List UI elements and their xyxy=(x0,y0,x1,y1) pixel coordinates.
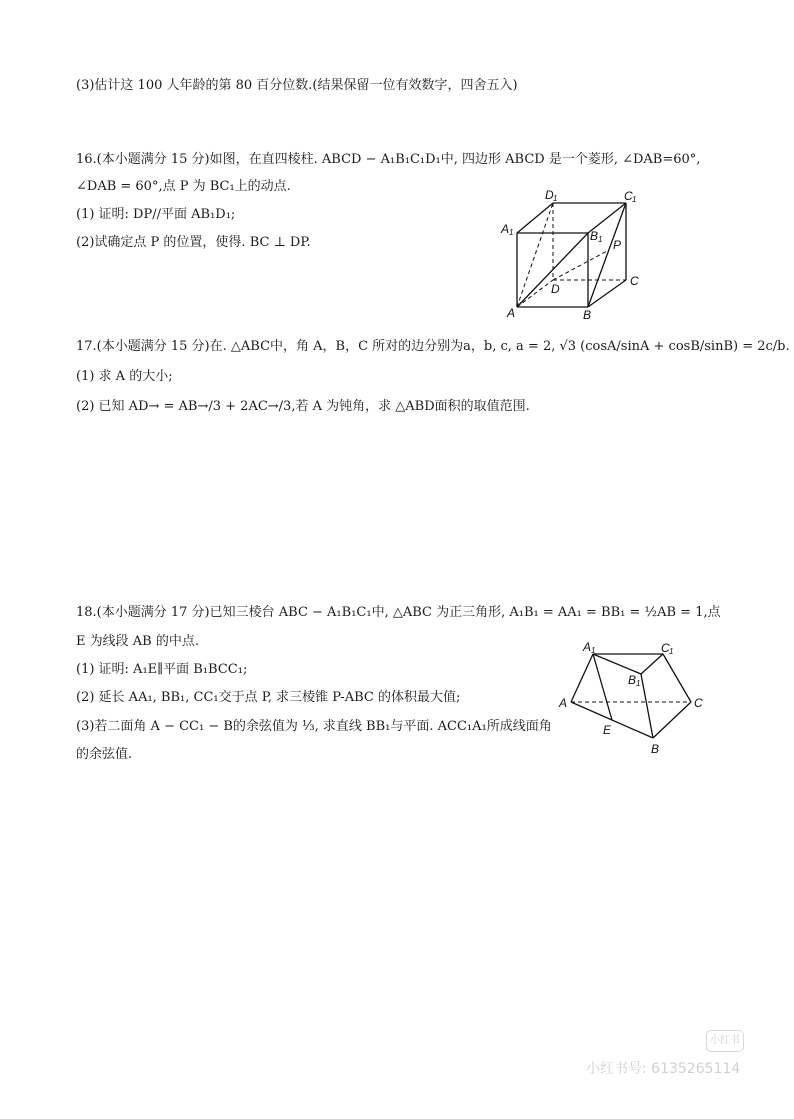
prism-figure xyxy=(495,185,655,325)
svg-text:1: 1 xyxy=(636,679,641,688)
label-a: A xyxy=(507,306,516,320)
label-a: A xyxy=(559,696,568,710)
q16-stem-line2: ∠DAB = 60°,点 P 为 BC₁上的动点. xyxy=(76,179,291,194)
label-p: P xyxy=(613,238,622,252)
q16-stem-line1: 16.(本小题满分 15 分)如图，在直四棱柱. ABCD − A₁B₁C₁D₁中, 四边形 ABCD 是一个菱形, ∠DAB=60°, xyxy=(76,152,701,167)
q18-part3-line1: (3)若二面角 A − CC₁ − B的余弦值为 ⅓, 求直线 BB₁与平面. ACC₁A₁所成线面角 xyxy=(76,719,552,734)
q17-stem: 17.(本小题满分 15 分)在. △ABC中，角 A，B，C 所对的边分别为a，b, c, a = 2, √3 (cosA/sinA + cosB/sinB) = 2c/b. xyxy=(76,339,790,354)
watermark-id: 小红书号: 6135265114 xyxy=(586,1061,741,1077)
q17-part2: (2) 已知 AD→ = AB→/3 + 2AC→/3,若 A 为钝角，求 △ABD面积的取值范围. xyxy=(76,399,530,414)
svg-text:1: 1 xyxy=(509,228,514,237)
label-a1: A xyxy=(583,640,592,654)
label-a1: A xyxy=(501,222,510,236)
label-c: C xyxy=(694,696,703,710)
q18-part3-line2: 的余弦值. xyxy=(76,747,133,762)
watermark-badge: 小红书 xyxy=(706,1030,744,1052)
q16-part1: (1) 证明: DP//平面 AB₁D₁; xyxy=(76,207,236,222)
label-b: B xyxy=(651,742,660,756)
q18-part1: (1) 证明: A₁E∥平面 B₁BCC₁; xyxy=(76,662,248,677)
q18-part2: (2) 延长 AA₁, BB₁, CC₁交于点 P, 求三棱锥 P-ABC 的体积最大值; xyxy=(76,690,461,705)
label-e: E xyxy=(603,723,612,737)
q16-part2: (2)试确定点 P 的位置，使得. BC ⊥ DP. xyxy=(76,235,311,250)
q17-part1: (1) 求 A 的大小; xyxy=(76,369,173,384)
q18-stem-line2: E 为线段 AB 的中点. xyxy=(76,634,199,649)
label-d1: D xyxy=(545,188,554,202)
label-c: C xyxy=(630,274,639,288)
label-d: D xyxy=(551,282,560,296)
q15-part3: (3)估计这 100 人年龄的第 80 百分位数.(结果保留一位有效数字，四舍五入) xyxy=(76,78,518,93)
label-c1: C xyxy=(661,641,670,655)
label-b: B xyxy=(583,308,592,322)
svg-text:1: 1 xyxy=(598,235,603,244)
svg-text:1: 1 xyxy=(591,646,596,655)
label-b1: B xyxy=(628,673,637,687)
svg-text:1: 1 xyxy=(553,194,558,203)
frustum-figure xyxy=(555,640,715,760)
q18-stem-line1: 18.(本小题满分 17 分)已知三棱台 ABC − A₁B₁C₁中, △ABC 为正三角形, A₁B₁ = AA₁ = BB₁ = ½AB = 1,点 xyxy=(76,605,721,620)
label-b1: B xyxy=(590,229,599,243)
svg-text:1: 1 xyxy=(632,195,637,204)
label-c1: C xyxy=(624,189,633,203)
svg-text:1: 1 xyxy=(669,647,674,656)
